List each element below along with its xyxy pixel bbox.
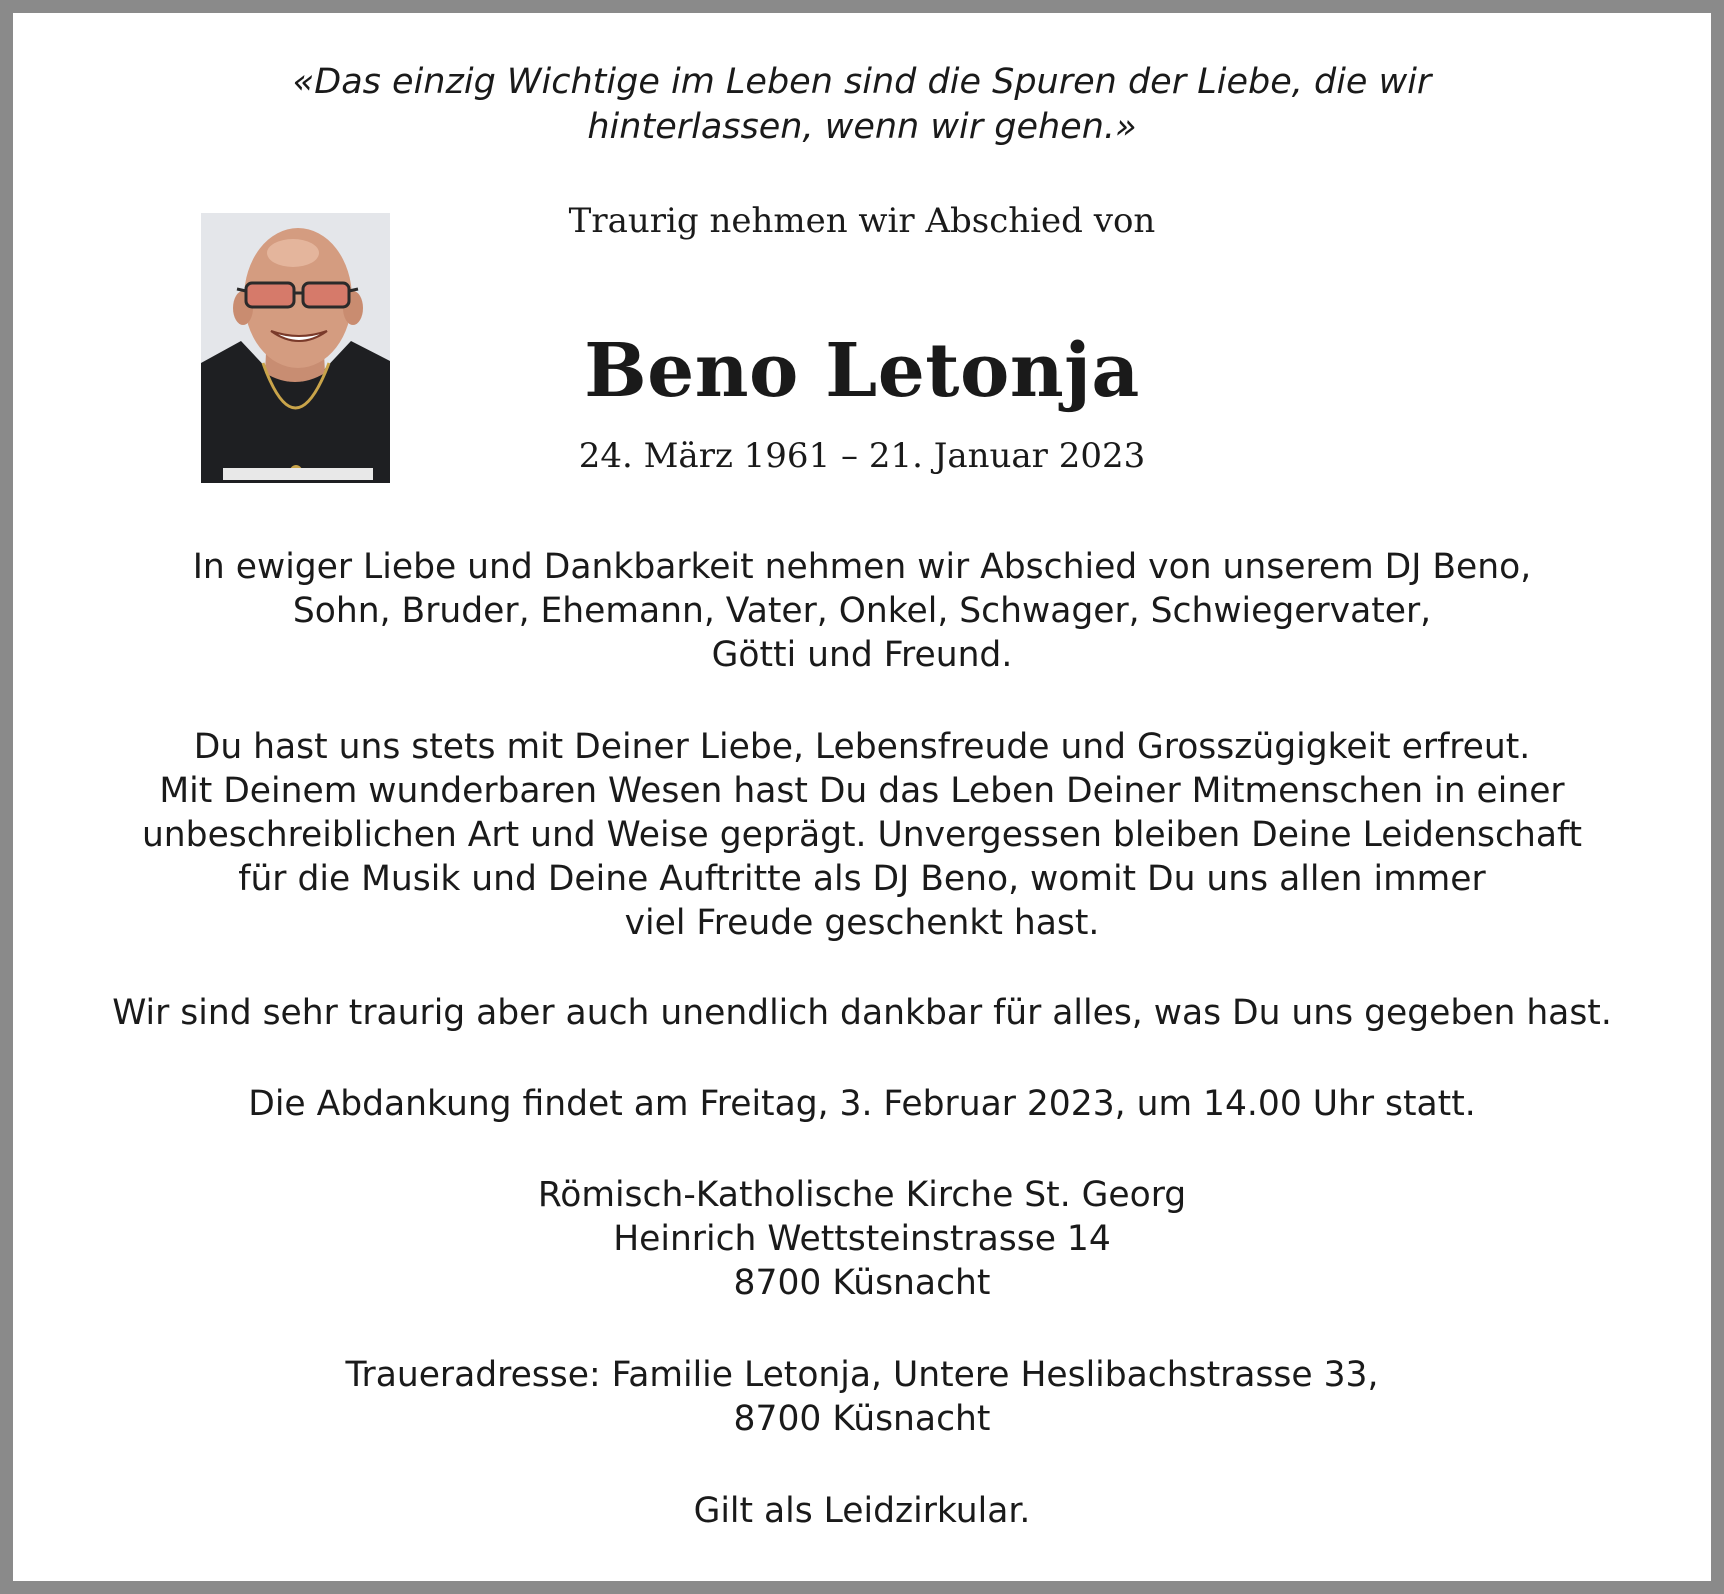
paragraph-1-line-2: Sohn, Bruder, Ehemann, Vater, Onkel, Schwager, Schwiegervater, (292, 591, 1432, 631)
quote-line-2: hinterlassen, wenn wir gehen.» (587, 107, 1137, 147)
obituary-notice (13, 13, 1711, 1581)
paragraph-2-line-1: Du hast uns stets mit Deiner Liebe, Lebensfreude und Grosszügigkeit erfreut. (193, 727, 1531, 767)
paragraph-2-line-4: für die Musik und Deine Auftritte als DJ Beno, womit Du uns allen immer (238, 859, 1486, 899)
paragraph-3: Wir sind sehr traurig aber auch unendlich dankbar für alles, was Du uns gegeben hast. (112, 993, 1612, 1033)
deceased-name: Beno Letonja (584, 328, 1140, 414)
paragraph-2-line-3: unbeschreiblichen Art und Weise geprägt. Unvergessen bleiben Deine Leidenschaft (141, 815, 1583, 855)
life-dates: 24. März 1961 – 21. Januar 2023 (578, 436, 1146, 476)
paragraph-1-line-3: Götti und Freund. (711, 635, 1013, 675)
closing-note: Gilt als Leidzirkular. (693, 1491, 1031, 1531)
paragraph-2-line-5: viel Freude geschenkt hast. (624, 903, 1100, 943)
intro-text: Traurig nehmen wir Abschied von (568, 201, 1156, 241)
quote-line-1: «Das einzig Wichtige im Leben sind die Spuren der Liebe, die wir (292, 62, 1432, 102)
church-street: Heinrich Wettsteinstrasse 14 (613, 1219, 1111, 1259)
paragraph-2-line-2: Mit Deinem wunderbaren Wesen hast Du das Leben Deiner Mitmenschen in einer (159, 771, 1565, 811)
mourning-address-line-2: 8700 Küsnacht (733, 1399, 991, 1439)
church-name: Römisch-Katholische Kirche St. Georg (537, 1175, 1187, 1215)
church-city: 8700 Küsnacht (733, 1263, 991, 1303)
mourning-address-line-1: Traueradresse: Familie Letonja, Untere Heslibachstrasse 33, (345, 1355, 1379, 1395)
paragraph-1-line-1: In ewiger Liebe und Dankbarkeit nehmen wir Abschied von unserem DJ Beno, (192, 547, 1532, 587)
ceremony-info: Die Abdankung findet am Freitag, 3. Februar 2023, um 14.00 Uhr statt. (248, 1084, 1476, 1124)
